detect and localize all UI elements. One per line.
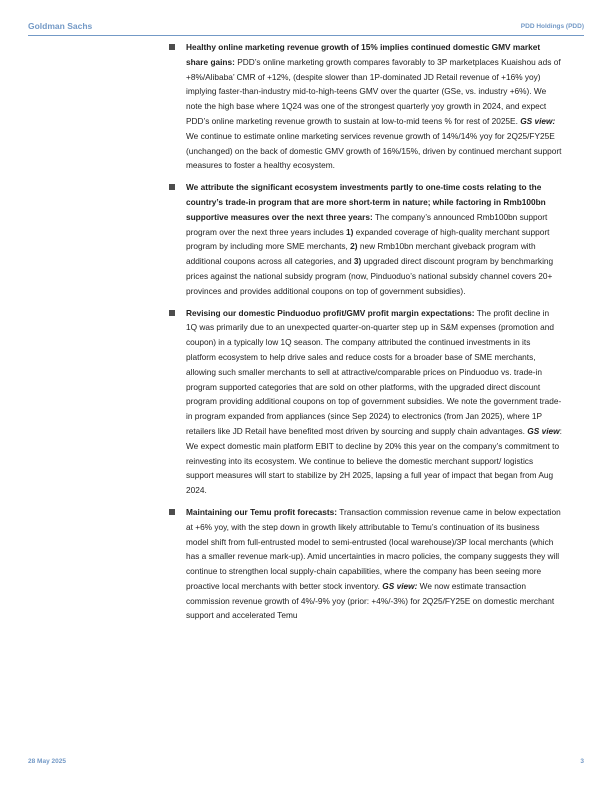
report-body <box>166 40 562 630</box>
square-bullet-icon <box>169 44 175 50</box>
list-number: 2) <box>350 241 358 252</box>
bullet-profit-margin <box>166 306 562 498</box>
bullet-temu-profit <box>166 505 562 623</box>
header-divider <box>28 35 584 36</box>
bullet-text: The profit decline in 1Q was primarily due to an unexpected quarter-on-quarter step up in S&M expenses (promotion and coupon) in a typically low 1Q season. The company attributed the continued investments in its platform ecosystem to help drive sales and reduce costs for a broader base of SME merchants, allowing such smaller merchants to sell at attractive/comparable prices on Pinduoduo vs. trade-in program supported categories that are sold on other platforms, with the upgraded direct discount program providing additional coupons on top of government subsidies. We note the government trade-in program expanded from appliances (since Sep 2024) to electronics (from Jan 2025), where 1P retailers like JD Retail have benefited most driven by sourcing and supply chain advantages. <box>186 307 562 436</box>
bullet-text: : We expect domestic main platform EBIT to decline by 20% this year on the company’s commitment to reinvesting into its ecosystem. We continue to believe the domestic merchant support/ logistics support measures will start to stabilize by 2H 2025, lapsing a full year of impact that began from Aug 2024. <box>186 425 562 496</box>
bullet-lead: Revising our domestic Pinduoduo profit/GMV profit margin expectations: <box>186 307 475 318</box>
bullet-lead: Maintaining our Temu profit forecasts: <box>186 506 338 517</box>
square-bullet-icon <box>169 184 175 190</box>
bullet-text: expanded coverage of high-quality merchant support program by including more SME merchants, <box>186 226 550 252</box>
bullet-online-marketing <box>166 40 562 173</box>
header-report-title: PDD Holdings (PDD) <box>520 23 584 30</box>
footer-date: 28 May 2025 <box>28 758 66 765</box>
gs-view-label: GS view: <box>520 115 556 126</box>
gs-view-label: GS view <box>527 425 560 436</box>
list-number: 3) <box>353 256 362 267</box>
bullet-ecosystem-investments <box>166 180 562 298</box>
bullet-lead: We attribute the significant ecosystem investments partly to one-time costs relating to the country’s trade-in program that are more short-term in nature; while factoring in Rmb100bn supportive measures over the next three years: <box>186 182 546 222</box>
list-number: 1) <box>346 226 354 237</box>
bullet-text: We now estimate transaction commission revenue growth of 4%/-9% yoy (prior: +4%/-3%) for 2Q25/FY25E on domestic merchant support and accelerated Temu <box>186 580 555 621</box>
bullet-text: upgraded direct discount program by benchmarking prices against the national subsidy program (now, Pinduoduo’s national subsidy channel covers 20+ provinces and provides additional coupons on top of government subsidies). <box>186 256 554 296</box>
gs-view-label: GS view: <box>382 580 418 591</box>
bullet-text: We continue to estimate online marketing services revenue growth of 14%/14% yoy for 2Q25/FY25E (unchanged) on the back of domestic GMV growth of 16%/15%, driven by continued merchant support measures to foster a healthy ecosystem. <box>186 130 562 171</box>
bullet-text: The company’s announced Rmb100bn support program over the next three years includes <box>186 211 548 237</box>
bullet-text: PDD’s online marketing growth compares favorably to 3P marketplaces Kuaishou ads of +8%/Alibaba’ CMR of +12%, (despite slower than 1P-dominated JD Retail revenue of +16% yoy) implying faster-than-industry mid-to-high-teens GMV over the quarter (GSe, vs. industry +6%). We note the high base where 1Q24 was one of the strongest quarterly yoy growth in 2024, and expect PDD’s online marketing revenue growth to sustain at low-to-mid teens % for rest of 2025E. <box>186 56 561 126</box>
square-bullet-icon <box>169 310 175 316</box>
bullet-lead: Healthy online marketing revenue growth of 15% implies continued domestic GMV market share gains: <box>186 42 541 67</box>
header-brand: Goldman Sachs <box>28 21 93 31</box>
bullet-text: new Rmb10bn merchant giveback program with additional coupons across all categories, and <box>186 241 536 267</box>
bullet-text: Transaction commission revenue came in below expectation at +6% yoy, with the step down in growth likely attributable to Temu’s continuation of its business model shift from full-entrusted model to semi-entrusted (local warehouse)/3P local merchants (which has a smaller revenue mark-up). Amid uncertainties in macro policies, the company suggests they will continue to strengthen local supply-chain capabilities, where the company has been seeing more proactive local merchants with better stock inventory. <box>186 506 561 591</box>
square-bullet-icon <box>169 509 175 515</box>
page-number: 3 <box>580 758 584 765</box>
